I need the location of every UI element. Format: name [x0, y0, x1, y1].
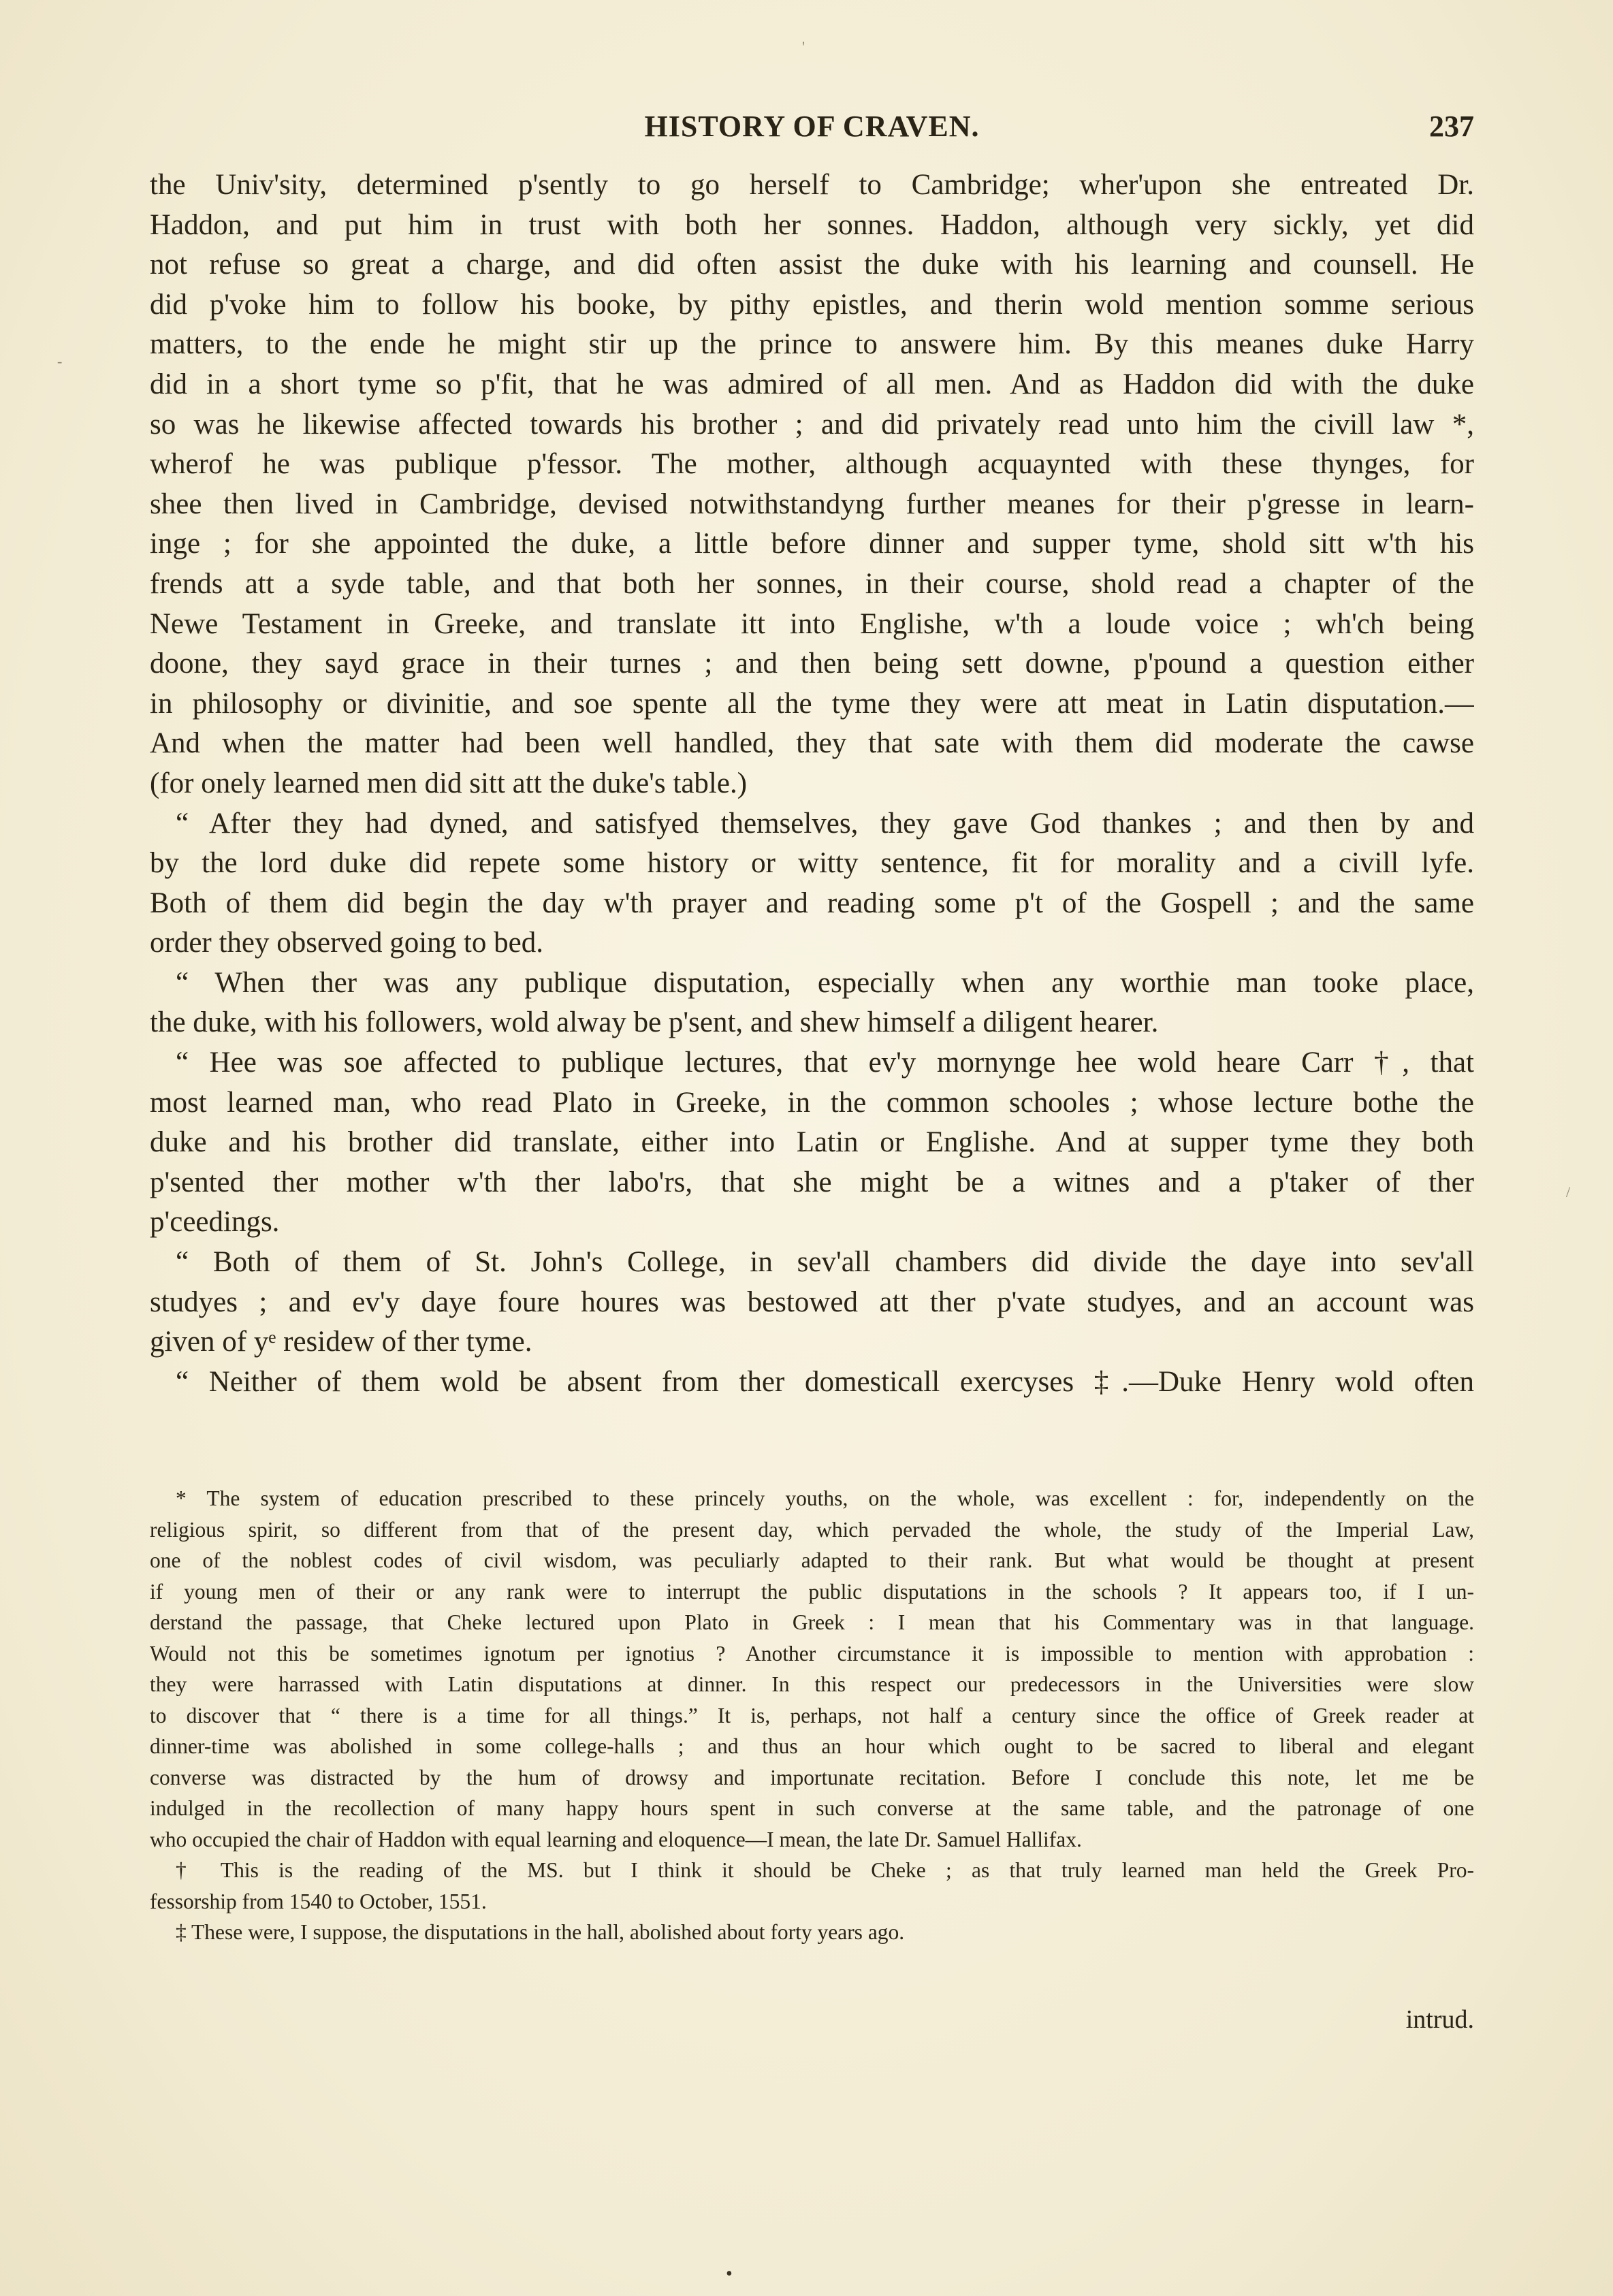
footnote-line: if young men of their or any rank were to interrupt the public disputations in the schools ? It appears too, if I un- [150, 1579, 1474, 1604]
text-line: duke and his brother did translate, either into Latin or Englishe. And at supper tyme they both [150, 1126, 1474, 1159]
text-line: “ Hee was soe affected to publique lectures, that ev'y mornynge hee wold heare Carr †, that [176, 1047, 1474, 1079]
text-line: Newe Testament in Greeke, and translate itt into Englishe, w'th a loude voice ; wh'ch being [150, 607, 1474, 640]
text-line: in philosophy or divinitie, and soe spente all the tyme they were att meat in Latin disputation.— [150, 687, 1474, 720]
margin-mark-bottom: • [726, 2263, 733, 2284]
footnote-line: one of the noblest codes of civil wisdom, was peculiarly adapted to their rank. But what would be thought at present [150, 1548, 1474, 1572]
margin-mark-right: / [1566, 1183, 1571, 1200]
text-line: most learned man, who read Plato in Greeke, in the common schooles ; whose lecture bothe the [150, 1086, 1474, 1119]
text-line: studyes ; and ev'y daye foure houres was bestowed att ther p'vate studyes, and an account was [150, 1286, 1474, 1318]
text-line: p'ceedings. [150, 1206, 280, 1239]
text-line: by the lord duke did repete some history or witty sentence, fit for morality and a civill lyfe. [150, 847, 1474, 880]
margin-mark-top: ' [802, 38, 805, 55]
text-line: And when the matter had been well handled, they that sate with them did moderate the cawse [150, 727, 1474, 760]
text-line: p'sented ther mother w'th ther labo'rs, that she might be a witnes and a p'taker of ther [150, 1166, 1474, 1198]
running-head: HISTORY OF CRAVEN. [644, 110, 980, 143]
footnote-line: to discover that “ there is a time for all things.” It is, perhaps, not half a century since the office of Greek reader at [150, 1703, 1474, 1727]
text-line: “ When ther was any publique disputation, especially when any worthie man tooke place, [176, 966, 1474, 999]
text-line: did in a short tyme so p'fit, that he was admired of all men. And as Haddon did with the duke [150, 368, 1474, 400]
footnote-line: Would not this be sometimes ignotum per ignotius ? Another circumstance it is impossible to mention with approbation : [150, 1641, 1474, 1665]
text-line: inge ; for she appointed the duke, a little before dinner and supper tyme, shold sitt w'th his [150, 528, 1474, 560]
footnote-line: converse was distracted by the hum of drowsy and importunate recitation. Before I conclude this note, let me be [150, 1765, 1474, 1789]
footnote-line: indulged in the recollection of many happy hours spent in such converse at the same table, and the patronage of one [150, 1796, 1474, 1820]
footnote-line: they were harrassed with Latin disputations at dinner. In this respect our predecessors in the Universities were slow [150, 1672, 1474, 1696]
text-line: given of yᵉ residew of ther tyme. [150, 1326, 532, 1358]
footnote-line: * The system of education prescribed to these princely youths, on the whole, was excellent : for, independently on the [176, 1486, 1474, 1510]
text-line: the duke, with his followers, wold alway be p'sent, and shew himself a diligent hearer. [150, 1006, 1159, 1039]
footnote-line: dinner-time was abolished in some college-halls ; and thus an hour which ought to be sacred to liberal and elegant [150, 1734, 1474, 1758]
text-line: frends att a syde table, and that both her sonnes, in their course, shold read a chapter of the [150, 567, 1474, 600]
footnote-line: derstand the passage, that Cheke lectured upon Plato in Greek : I mean that his Commentary was in that language. [150, 1610, 1474, 1634]
text-line: shee then lived in Cambridge, devised notwithstandyng further meanes for their p'gresse in learn- [150, 488, 1474, 520]
text-line: “ Both of them of St. John's College, in sev'all chambers did divide the daye into sev'all [176, 1246, 1474, 1279]
footnotes [150, 1483, 1474, 1948]
text-line: “ After they had dyned, and satisfyed themselves, they gave God thankes ; and then by and [176, 807, 1474, 840]
text-line: Haddon, and put him in trust with both her sonnes. Haddon, although very sickly, yet did [150, 208, 1474, 241]
text-line: order they observed going to bed. [150, 927, 543, 959]
footnote-line: † This is the reading of the MS. but I think it should be Cheke ; as that truly learned man held the Greek Pro- [176, 1858, 1474, 1882]
page-number: 237 [1429, 110, 1474, 143]
footnote-line: fessorship from 1540 to October, 1551. [150, 1889, 487, 1913]
text-line: the Univ'sity, determined p'sently to go herself to Cambridge; wher'upon she entreated Dr. [150, 169, 1474, 201]
text-line: “ Neither of them wold be absent from ther domesticall exercyses ‡.—Duke Henry wold often [176, 1365, 1474, 1398]
text-line: so was he likewise affected towards his brother ; and did privately read unto him the civill law *, [150, 408, 1474, 441]
catchword: intrud. [1405, 2005, 1474, 2034]
text-line: wherof he was publique p'fessor. The mother, although acquaynted with these thynges, for [150, 448, 1474, 481]
text-line: matters, to the ende he might stir up the prince to answere him. By this meanes duke Harry [150, 328, 1474, 361]
text-line: Both of them did begin the day w'th prayer and reading some p't of the Gospell ; and the same [150, 887, 1474, 919]
margin-mark-left: - [57, 353, 63, 370]
text-line: (for onely learned men did sitt att the duke's table.) [150, 767, 748, 799]
text-line: doone, they sayd grace in their turnes ; and then being sett downe, p'pound a question either [150, 648, 1474, 680]
footnote-line: ‡ These were, I suppose, the disputations in the hall, abolished about forty years ago. [176, 1920, 905, 1944]
footnote-line: religious spirit, so different from that of the present day, which pervaded the whole, the study of the Imperial Law, [150, 1517, 1474, 1542]
footnote-line: who occupied the chair of Haddon with equal learning and eloquence—I mean, the late Dr. Samuel Hallifax. [150, 1827, 1082, 1851]
page-header [150, 109, 1474, 150]
text-line: not refuse so great a charge, and did often assist the duke with his learning and counsell. He [150, 249, 1474, 281]
text-line: did p'voke him to follow his booke, by pithy epistles, and therin wold mention somme serious [150, 288, 1474, 321]
main-text [150, 165, 1474, 1402]
